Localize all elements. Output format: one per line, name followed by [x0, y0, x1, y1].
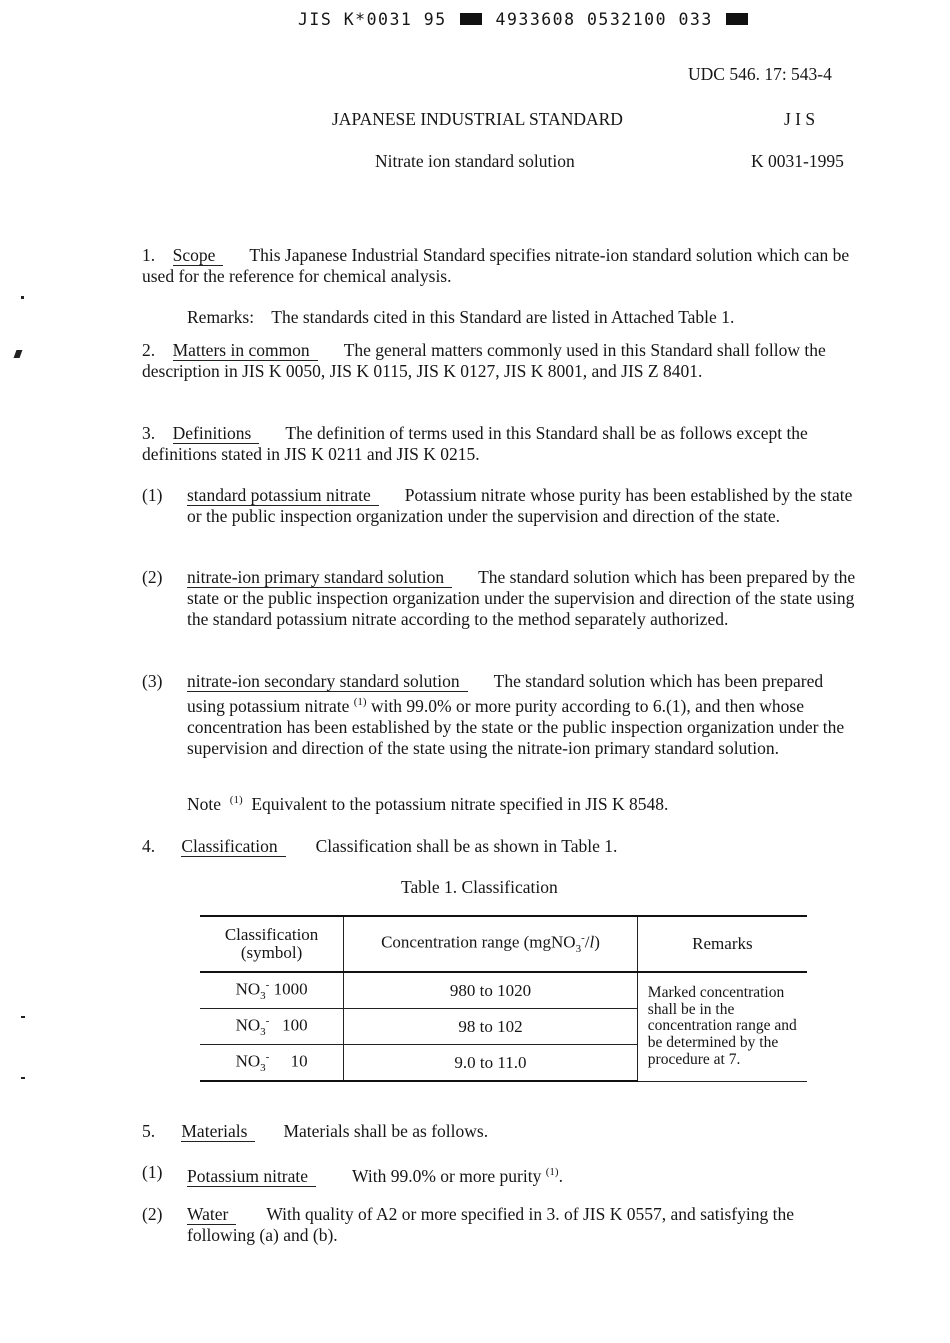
definition-text: with 99.0% or more purity according to 6.(1), and then whose concentration has been established by the state or the public inspection organization under the supervision and direction of the state using the nitrate-ion primary standard solution.	[187, 695, 845, 758]
material-item	[142, 1162, 858, 1187]
symbol-text: NO	[235, 979, 261, 999]
section-number: 2.	[142, 340, 156, 360]
section-title: Matters in common	[173, 340, 318, 361]
section-definitions	[142, 423, 858, 465]
table-header-row	[200, 916, 807, 972]
section-text: Materials shall be as follows.	[283, 1121, 489, 1141]
definition-term: nitrate-ion primary standard solution	[187, 567, 452, 588]
symbol-cell	[200, 1045, 344, 1082]
section-title: Classification	[181, 836, 285, 857]
scan-mark	[21, 296, 24, 299]
subscript: 3	[260, 990, 266, 1003]
range-cell: 980 to 1020	[344, 972, 638, 1009]
range-cell: 98 to 102	[344, 1009, 638, 1045]
table-row	[200, 972, 807, 1009]
superscript: -	[581, 932, 585, 945]
header-cell-concentration	[344, 916, 638, 972]
subscript: 3	[575, 943, 582, 956]
unit-text: l	[589, 933, 595, 953]
definition-text: The standard solution which has been prepared by the state or the public inspection organization under the supervision and direction of the state using the standard potassium nitrate according to the method separately authorized.	[187, 567, 856, 629]
header-text: Concentration range (mgNO	[381, 933, 576, 953]
material-text: .	[558, 1165, 563, 1186]
material-term: Water	[187, 1204, 236, 1225]
item-number: (3)	[142, 671, 163, 691]
section-text: This Japanese Industrial Standard specifies nitrate-ion standard solution which can be used for the reference for chemical analysis.	[142, 245, 850, 286]
section-number: 3.	[142, 423, 156, 443]
subscript: 3	[260, 1026, 266, 1039]
symbol-value: 10	[290, 1051, 308, 1071]
section-title: Definitions	[173, 423, 260, 444]
symbol-value: 1000	[273, 979, 308, 999]
table-caption: Table 1. Classification	[401, 877, 558, 897]
header-text: Classification	[224, 925, 319, 944]
range-cell: 9.0 to 11.0	[344, 1045, 638, 1082]
footnote	[187, 794, 668, 815]
superscript: -	[265, 1014, 270, 1027]
item-number: (2)	[142, 567, 163, 587]
code-block-mark	[460, 13, 482, 25]
definition-text: The standard solution which has been prepared using potassium nitrate	[187, 671, 824, 716]
section-number: 5.	[142, 1121, 156, 1141]
section-materials	[142, 1121, 488, 1142]
section-text: Classification shall be as shown in Table 1.	[315, 836, 618, 856]
classification-table	[200, 915, 807, 1082]
footnote-ref: (1)	[229, 794, 243, 807]
section-text: The definition of terms used in this Standard shall be as follows except the definitions stated in JIS K 0211 and JIS K 0215.	[142, 423, 808, 464]
standard-title: JAPANESE INDUSTRIAL STANDARD	[332, 109, 623, 129]
header-cell-remarks: Remarks	[637, 916, 807, 972]
code-mid: 4933608 0532100 033	[495, 10, 713, 29]
document-subject: Nitrate ion standard solution	[375, 151, 575, 171]
item-number: (2)	[142, 1204, 163, 1224]
material-text: With 99.0% or more purity	[352, 1165, 542, 1186]
symbol-cell	[200, 972, 344, 1009]
document-number: K 0031-1995	[751, 151, 844, 171]
udc-number: UDC 546. 17: 543-4	[688, 64, 832, 84]
symbol-cell	[200, 1009, 344, 1045]
section-number: 4.	[142, 836, 156, 856]
section-number: 1.	[142, 245, 156, 265]
code-block-mark	[726, 13, 748, 25]
footnote-ref: (1)	[353, 696, 367, 708]
scan-mark	[14, 350, 23, 358]
header-text: /	[584, 933, 590, 953]
remarks-cell: Marked concentration shall be in the concentration range and be determined by the procedure at 7.	[637, 972, 807, 1081]
section-title: Materials	[181, 1121, 255, 1142]
header-text: )	[594, 933, 600, 953]
definition-item	[142, 485, 858, 527]
superscript: -	[265, 1050, 270, 1063]
definition-term: nitrate-ion secondary standard solution	[187, 671, 468, 692]
remarks-text: The standards cited in this Standard are listed in Attached Table 1.	[271, 307, 735, 327]
section-title: Scope	[173, 245, 224, 266]
section-text: The general matters commonly used in this Standard shall follow the description in JIS K 0050, JIS K 0115, JIS K 0127, JIS K 8001, and JIS Z 8401.	[142, 340, 826, 381]
scan-mark	[21, 1077, 25, 1079]
footnote-ref: (1)	[545, 1166, 559, 1178]
symbol-text: NO	[235, 1051, 261, 1071]
item-number: (1)	[142, 1162, 163, 1182]
section-scope	[142, 245, 858, 287]
definition-text: Potassium nitrate whose purity has been established by the state or the public inspection organization under the supervision and direction of the state.	[187, 485, 853, 526]
definition-item	[142, 671, 858, 759]
definition-term: standard potassium nitrate	[187, 485, 379, 506]
document-code-line	[298, 10, 750, 29]
section-matters-in-common	[142, 340, 858, 382]
section-classification	[142, 836, 617, 857]
item-number: (1)	[142, 485, 163, 505]
remarks-line	[187, 307, 734, 328]
code-prefix: JIS K*0031 95	[298, 10, 447, 29]
remarks-label: Remarks:	[187, 307, 255, 327]
definition-item	[142, 567, 858, 630]
jis-mark: J I S	[784, 109, 816, 129]
material-item	[142, 1204, 858, 1246]
scan-mark	[21, 1016, 25, 1018]
subscript: 3	[260, 1062, 266, 1075]
symbol-value: 100	[282, 1015, 308, 1035]
note-text: Equivalent to the potassium nitrate specified in JIS K 8548.	[251, 794, 669, 814]
note-label: Note	[187, 794, 222, 814]
header-cell-classification	[200, 916, 344, 972]
symbol-text: NO	[235, 1015, 261, 1035]
material-text: With quality of A2 or more specified in 3. of JIS K 0557, and satisfying the following (a) and (b).	[187, 1204, 794, 1245]
superscript: -	[265, 978, 270, 991]
header-text: (symbol)	[240, 943, 303, 962]
material-term: Potassium nitrate	[187, 1166, 316, 1187]
